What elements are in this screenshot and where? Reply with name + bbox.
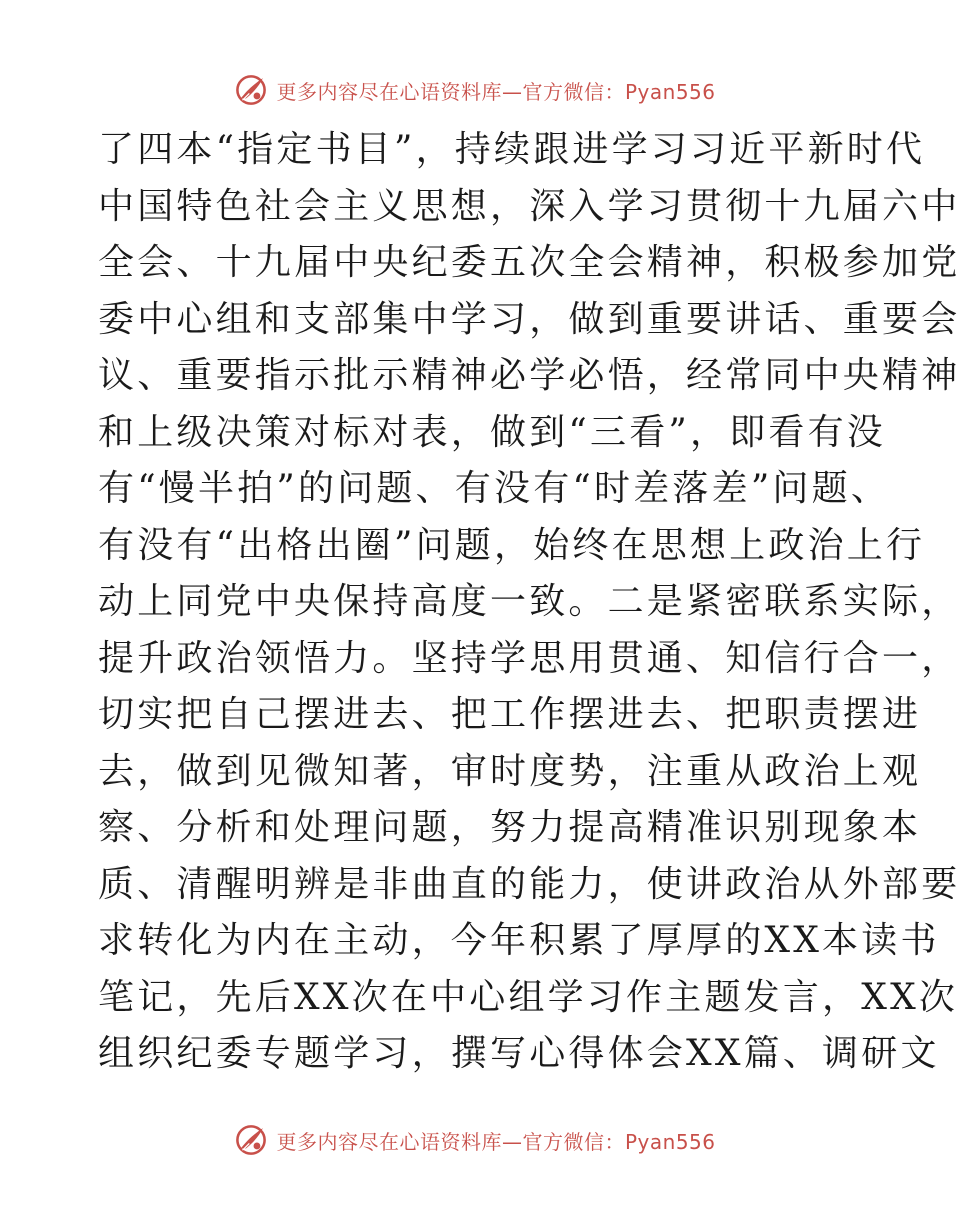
body-line: 和上级决策对标对表，做到“三看”，即看有没 — [98, 411, 887, 453]
body-line: 笔记，先后XX次在中心组学习作主题发言，XX次 — [98, 976, 959, 1018]
quill-pen-logo-icon — [234, 1123, 268, 1157]
body-line: 切实把自己摆进去、把工作摆进去、把职责摆进 — [98, 694, 922, 735]
footer-watermark — [0, 1118, 950, 1162]
body-line: 察、分析和处理问题，努力提高精准识别现象本 — [98, 807, 922, 848]
body-line: 有没有“出格出圈”问题，始终在思想上政治上行 — [98, 524, 926, 566]
document-body — [98, 122, 960, 1083]
body-line: 了四本“指定书目”，持续跟进学习习近平新时代 — [98, 129, 926, 170]
body-line: 中国特色社会主义思想，深入学习贯彻十九届六中 — [98, 185, 960, 227]
body-line: 提升政治领悟力。坚持学思用贯通、知信行合一， — [98, 637, 960, 679]
body-line: 全会、十九届中央纪委五次全会精神，积极参加党 — [98, 242, 960, 283]
body-line: 有“慢半拍”的问题、有没有“时差落差”问题、 — [98, 468, 891, 509]
body-line: 去，做到见微知著，审时度势，注重从政治上观 — [98, 750, 922, 792]
watermark-text: 更多内容尽在心语资料库—官方微信：Pyan556 — [276, 1129, 716, 1154]
body-line: 组织纪委专题学习，撰写心得体会XX篇、调研文 — [98, 1033, 940, 1074]
body-line: 求转化为内在主动，今年积累了厚厚的XX本读书 — [98, 920, 940, 961]
body-line: 动上同党中央保持高度一致。二是紧密联系实际， — [98, 581, 960, 622]
watermark-text: 更多内容尽在心语资料库—官方微信：Pyan556 — [276, 79, 716, 104]
quill-pen-logo-icon — [234, 73, 268, 107]
body-line: 委中心组和支部集中学习，做到重要讲话、重要会 — [98, 298, 960, 340]
header-watermark — [0, 68, 950, 112]
body-line: 质、清醒明辨是非曲直的能力，使讲政治从外部要 — [98, 863, 960, 905]
body-line: 议、重要指示批示精神必学必悟，经常同中央精神 — [98, 355, 960, 396]
